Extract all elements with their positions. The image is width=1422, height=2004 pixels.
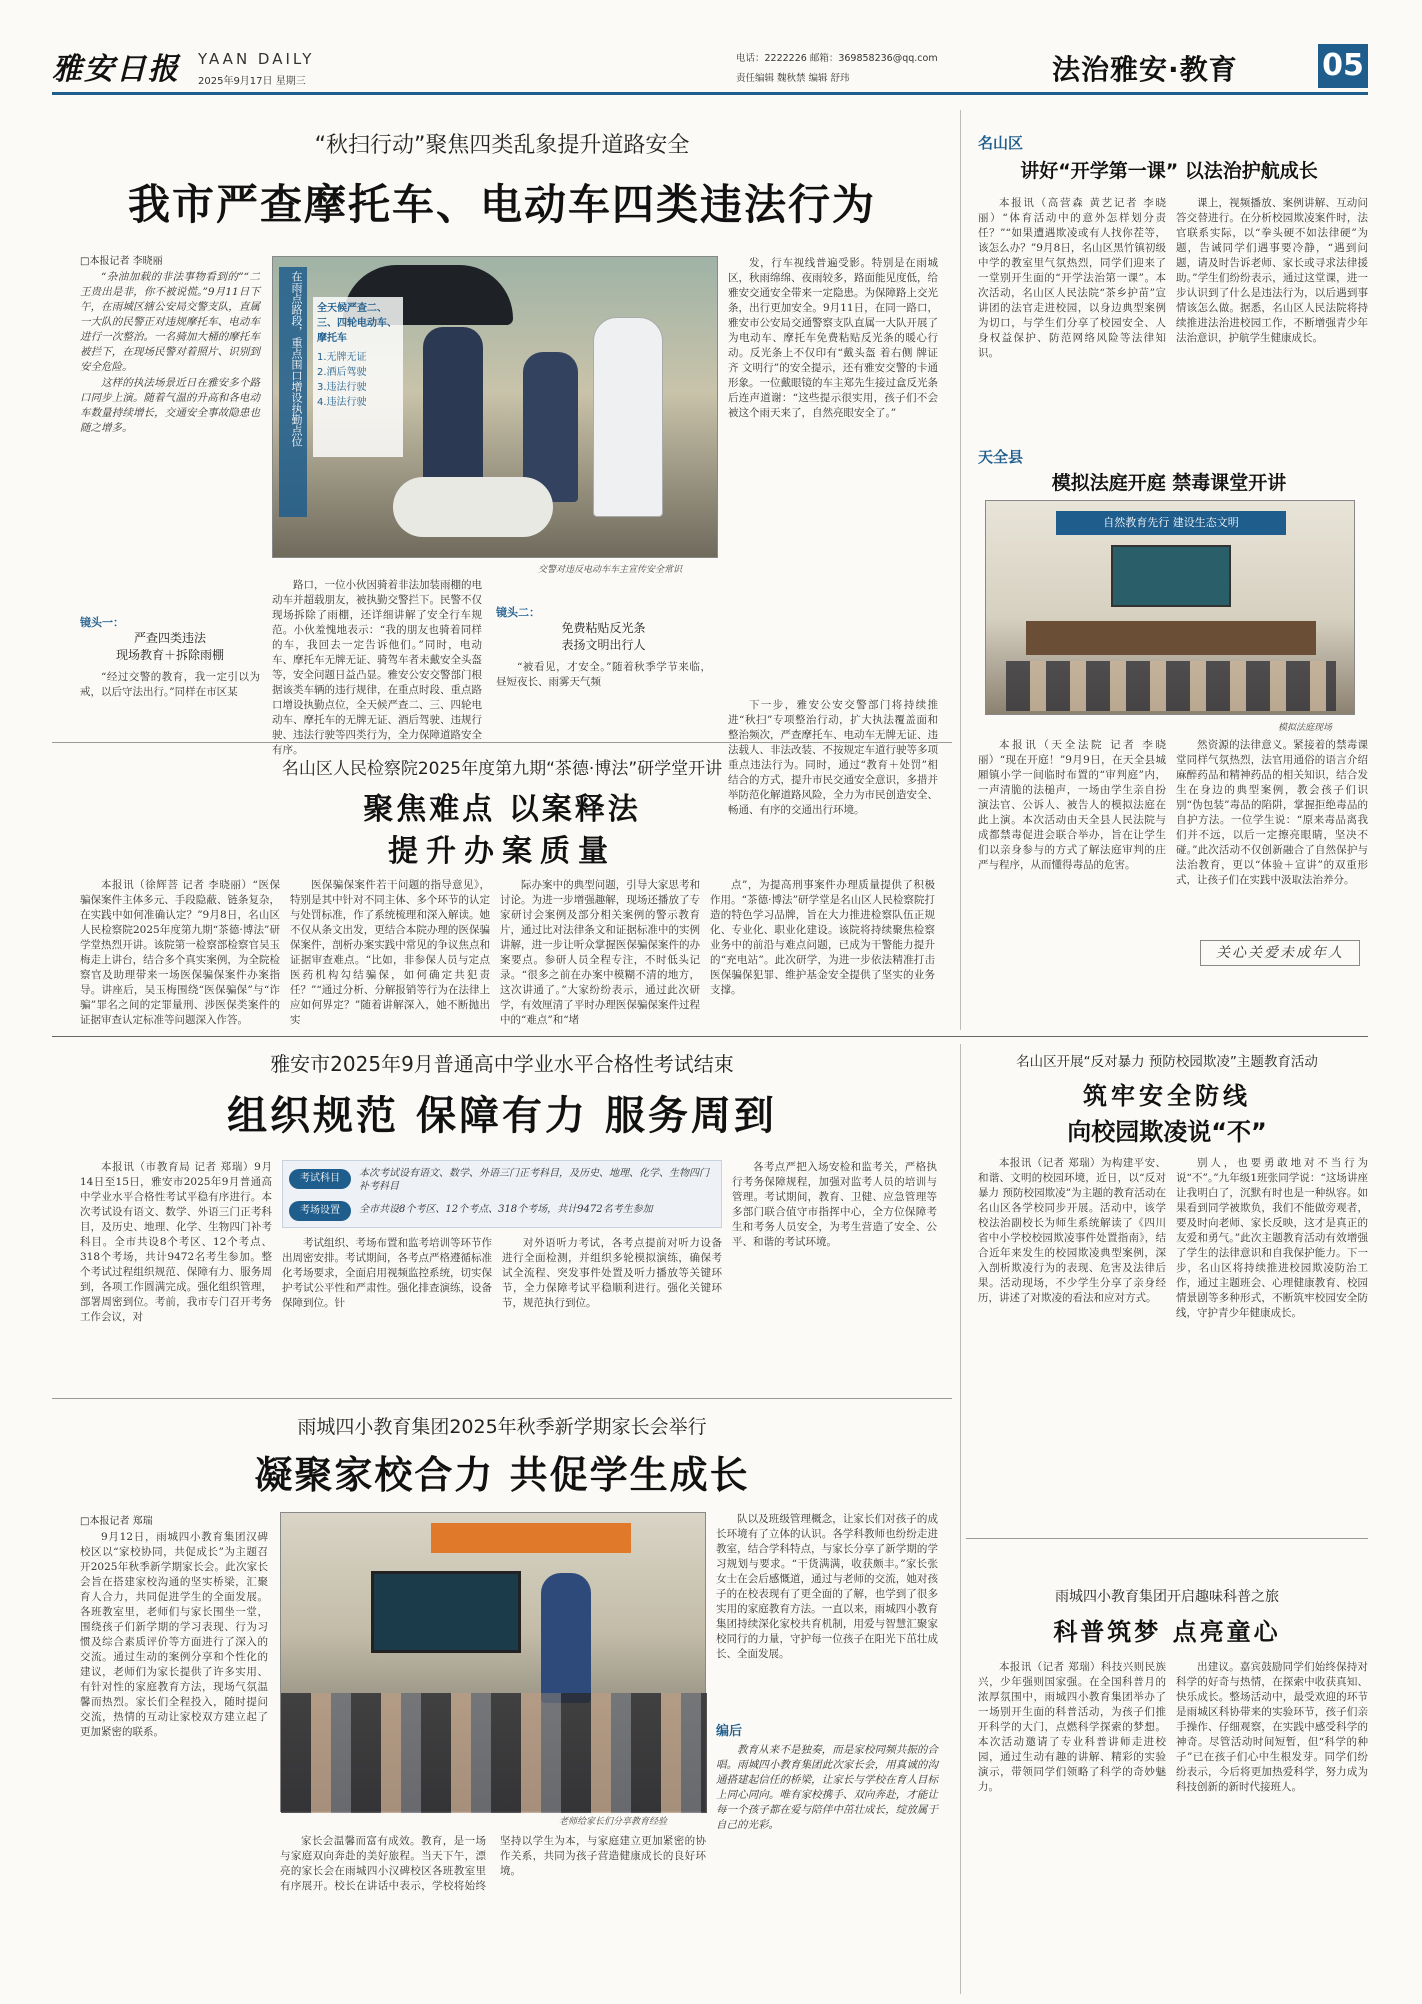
judge-bench <box>1026 621 1316 655</box>
story4-col2 <box>1176 738 1368 928</box>
right-column-rule-2 <box>960 1044 961 1994</box>
story1-kicker: “秋扫行动”聚焦四类乱象提升道路安全 <box>314 133 690 158</box>
story5-col4-text: 各考点严把入场安检和监考关，严格执行考务保障规程，加强对监考人员的培训与管理。考试期间，教育、卫健、应急管理等多部门联合值守市指挥中心，全方位保障考生和考务人员安全，为考生营造了安全、公平、和谐的考试环境。 <box>732 1161 937 1248</box>
story8-col2 <box>1176 1660 1368 1990</box>
right-column-rule <box>960 110 961 1030</box>
info-label-subjects-text: 考试科目 <box>300 1173 340 1184</box>
story5-col4 <box>732 1160 937 1380</box>
scooter <box>393 477 553 537</box>
story2-headline-line2: 提升办案质量 <box>388 834 616 869</box>
story7-col3 <box>716 1512 938 1712</box>
story1-photo <box>272 256 718 558</box>
story4-col1-text: 本报讯（天全法院 记者 李晓丽）“现在开庭！”9月9日，在天全县城厢镇小学一间临时布置的“审判庭”内，一声清脆的法槌声，一场由学生亲自扮演法官、公诉人、被告人的模拟法庭在此上演。本次活动由天全县人民法院与成都禁毒促进会联合举办，旨在让学生们以亲身参与的方式了解法庭审判的庄严与程序，从而懂得毒品的危害。 <box>978 739 1166 871</box>
story4-photo-caption: 模拟法庭现场 <box>1277 723 1332 733</box>
story7-photo-caption: 老师给家长们分享教育经验 <box>558 1817 667 1827</box>
story8-col1-text: 本报讯（记者 郑瑞）科技兴则民族兴，少年强则国家强。在全国科普月的浓厚氛围中，雨城四小教育集团举办了一场别开生面的科普活动，为孩子们推开科学的大门，点燃科学探索的梦想。本次活动邀请了专业科普讲师走进校园，通过生动有趣的讲解、精彩的实验演示，带领同学们领略了科学的奇妙魅力。 <box>978 1661 1166 1793</box>
info-label-venues-text: 考场设置 <box>300 1205 340 1216</box>
wall-banner <box>431 1523 631 1553</box>
story1-headline: 我市严查摩托车、电动车四类违法行为 <box>127 180 876 229</box>
info-text-subjects: 本次考试设有语文、数学、外语三门正考科目，及历史、地理、化学、生物四门补考科目 <box>359 1168 709 1192</box>
story3-col2-text: 课上，视频播放、案例讲解、互动问答交替进行。在分析校园欺凌案件时，法官联系实际，以“拳头硬不如法律硬”为题，告诫同学们遇事要冷静，“遇到问题，请及时告诉老师、家长或寻求法律援助。”学生们纷纷表示，通过这堂课，进一步认识到了什么是违法行为，以后遇到事情该怎么做。据悉，名山区人民法院将持续推进法治进校园工作，不断增强青少年法治意识，护航学生健康成长。 <box>1176 197 1368 344</box>
story7-editor-text: 教育从来不是独奏，而是家校同频共振的合唱。雨城四小教育集团此次家长会，用真诚的沟通搭建起信任的桥梁，让家长与学校在育人目标上同心同向。唯有家校携手、双向奔赴，才能让每一个孩子都在爱与陪伴中茁壮成长，绽放属于自己的光彩。 <box>716 1744 938 1831</box>
story1-inset-title: 全天候严查二、三、四轮电动车、摩托车 <box>317 303 397 344</box>
masthead-logo: 雅安日报 <box>52 52 180 87</box>
story2-kicker: 名山区人民检察院2025年度第九期“茶德·博法”研学堂开讲 <box>281 759 723 779</box>
care-stamp <box>1200 940 1360 966</box>
story4-banner <box>1056 511 1286 535</box>
story6-col1 <box>978 1156 1166 1526</box>
story7-headline: 凝聚家校合力 共促学生成长 <box>254 1453 750 1497</box>
story5-col2 <box>282 1236 492 1376</box>
story1-side1-text: “经过交警的教育，我一定引以为戒，以后守法出行。”同样在市区某 <box>80 671 260 698</box>
story7-editor-tag: 编后 <box>716 1724 743 1739</box>
story1-col2-text: 路口，一位小伙因骑着非法加装雨棚的电动车并超载朋友，被执勤交警拦下。民警不仅现场拆除了雨棚，还详细讲解了安全行车规范。小伙羞愧地表示：“我的朋友也骑着同样的车，我回去一定告诉他们。”同时，电动车、摩托车无牌无证、骑驾车者未戴安全头盔等，安全问题日益凸显。雅安公安交警部门根据该类车辆的违行规律，在重点时段、重点路口增设执勤点位，全天候严查二、三、四轮电动车、摩托车的无牌无证、酒后驾驶、违规行驶、违法行驶等四类行为，全力保障道路安全有序。 <box>272 579 482 756</box>
masthead-latin: YAAN DAILY <box>198 50 315 68</box>
story1-photo-side-text: 在雨点路段，重点围口增设执勤点位 <box>290 271 303 447</box>
story2-col4-text: 点”，为提高刑事案件办理质量提供了积极作用。“茶德·博法”研学堂是名山区人民检察院打造的特色学习品牌，旨在大力推进检察队伍正规化、专业化、职业化建设。该院将持续聚焦检察业务中的前沿与难点问题，已成为干警能力提升的“充电站”。此次研学，为进一步依法精准打击医保骗保犯罪、维护基金安全提供了坚实的业务支撑。 <box>710 879 935 996</box>
officer-1 <box>423 327 483 497</box>
story4-photo <box>985 500 1355 715</box>
story5-col1 <box>80 1160 272 1380</box>
story8-col2-text: 出建议。嘉宾鼓励同学们始终保持对科学的好奇与热情，在探索中收获真知、快乐成长。整场活动中，最受欢迎的环节是雨城区科协带来的实验环节，孩子们亲手操作、仔细观察，在实践中感受科学的神奇。尽管活动时间短暂，但“科学的种子”已在孩子们心中生根发芽。同学们纷纷表示，今后将更加热爱科学，努力成为科技创新的新时代接班人。 <box>1176 1661 1368 1793</box>
story5-col1-text: 本报讯（市教育局 记者 郑瑞）9月14日至15日，雅安市2025年9月普通高中学业水平合格性考试平稳有序进行。本次考试设有语文、数学、外语三门正考科目，及历史、地理、化学、生物四门补考科目。全市共设8个考区、12个考点、318个考场，共计9472名考生参加。整个考试过程组织规范、保障有力、服务周到，各项工作圆满完成。强化组织管理，部署周密到位。考前，我市专门召开考务工作会议，对 <box>80 1161 272 1323</box>
story2-col3-text: 际办案中的典型问题，引导大家思考和讨论。为进一步增强趣解，现场还播放了专家研讨会案例及部分相关案例的警示教育片，通过比对法律条文和证据标准中的实例讲解，进一步让听众掌握医保骗保案件的办案要点。参研人员全程专注，不时低头记录。“很多之前在办案中模糊不清的地方，这次讲通了。”大家纷纷表示，通过此次研学，有效厘清了平时办理医保骗保案件过程中的“难点”和“堵 <box>500 879 700 1026</box>
story4-col1 <box>978 738 1166 958</box>
story1-lead <box>80 270 260 610</box>
story3-section: 名山区 <box>978 134 1024 152</box>
story7-col3-text: 队以及班级管理概念，让家长们对孩子的成长环境有了立体的认识。各学科教师也纷纷走进教室，结合学科特点，与家长分享了新学期的学习规划与要求。“干货满满，收获颇丰。”家长张女士在会后感慨道，通过与老师的交流，她对孩子的在校表现有了更全面的了解，也学到了很多实用的家庭教育方法。一直以来，雨城四小教育集团持续深化家校共育机制，用爱与智慧汇聚家校同行的力量，守护每一位孩子在阳光下茁壮成长、全面发展。 <box>716 1513 938 1660</box>
story1-inset-item: 4.违法行驶 <box>317 397 367 408</box>
story5-infobox <box>282 1160 722 1228</box>
story6-col2-text: 别人，也要勇敢地对不当行为说“不”。”九年级1班张同学说：“这场讲座让我明白了，沉默有时也是一种纵容。如果看到同学被欺负，我们不能做旁观者，要及时向老师、家长反映，这才是真正的友爱和勇气。”此次主题教育活动有效增强了学生的法律意识和自我保护能力。下一步，名山区将持续推进校园欺凌防治工作，通过主题班会、心理健康教育、校园情景剧等多种形式，不断筑牢校园安全防线，守护青少年健康成长。 <box>1176 1157 1368 1319</box>
story5-col3-text: 对外语听力考试，各考点提前对听力设备进行全面检测，并组织多轮模拟演练，确保考试全流程、突发事件处置及听力播放等关键环节，全力保障考试平稳顺利进行。强化关键环节，规范执行到位。 <box>502 1237 722 1309</box>
story1-side1-head: 现场教育＋拆除雨棚 <box>115 648 224 662</box>
story6-headline-line1: 筑牢安全防线 <box>1083 1082 1251 1110</box>
story1-side1-tag: 镜头一： <box>80 616 124 629</box>
story1-byline: □本报记者 李晓丽 <box>80 256 163 267</box>
story3-col2 <box>1176 196 1368 436</box>
masthead-rule <box>52 92 1368 95</box>
story7-col1 <box>80 1530 268 1994</box>
story1-inset-item: 1.无牌无证 <box>317 352 367 363</box>
story7-col1-text: 9月12日，雨城四小教育集团汉碑校区以“家校协同，共促成长”为主题召开2025年秋季新学期家长会。此次家长会旨在搭建家校沟通的坚实桥梁，汇聚育人合力，共同促进学生的全面发展。各班教室里，老师们与家长围坐一堂，围绕孩子们新学期的学习表现、行为习惯及综合素质评价等方面进行了深入的交流。通过生动的案例分享和个性化的建议，老师们为家长提供了许多实用、有针对性的家庭教育方法，现场气氛温馨而热烈。家长们全程投入，随时提问交流，热情的互动让家校双方建立起了更加紧密的联系。 <box>80 1531 268 1738</box>
story5-kicker: 雅安市2025年9月普通高中学业水平合格性考试结束 <box>270 1052 734 1076</box>
story1-side2-tag: 镜头二： <box>496 606 540 619</box>
story4-headline: 模拟法庭开庭 禁毒课堂开讲 <box>1051 472 1287 494</box>
teacher <box>541 1573 591 1703</box>
story4-section: 天全县 <box>978 448 1024 466</box>
classroom-screen <box>1111 545 1231 607</box>
masthead-date: 2025年9月17日 星期三 <box>198 76 306 87</box>
story5-col2-text: 考试组织、考场布置和监考培训等环节作出周密安排。考试期间，各考点严格遵循标准化考场要求，全面启用视频监控系统，切实保护考试公平性和严肃性。强化排查演练，设备保障到位。针 <box>282 1237 492 1309</box>
story7-col2-text: 家长会温馨而富有成效。教育，是一场与家庭双向奔赴的美好旅程。当天下午，漂亮的家长会在雨城四小汉碑校区各班教室里有序展开。校长在讲话中表示，学校将始终坚持以学生为本，与家庭建立更加紧密的协作关系，共同为孩子营造健康成长的良好环境。 <box>280 1835 706 1892</box>
story7-editor-note <box>716 1720 938 1993</box>
story2-headline-line1: 聚焦难点 以案释法 <box>363 792 641 827</box>
story7-photo <box>280 1512 706 1812</box>
story5-headline: 组织规范 保障有力 服务周到 <box>227 1093 777 1139</box>
story4-banner-text: 自然教育先行 建设生态文明 <box>1103 516 1239 529</box>
rule-mid <box>52 1036 1368 1037</box>
story1-photo-side <box>279 267 307 517</box>
story2-col1 <box>80 878 280 1038</box>
masthead <box>0 0 1422 92</box>
story1-lead-p2: 这样的执法场景近日在雅安多个路口同步上演。随着气温的升高和各电动车数量持续增长，交通安全事故隐患也随之增多。 <box>80 377 260 434</box>
story4-col2-text: 然资源的法律意义。紧接着的禁毒课堂同样气氛热烈，法官用通俗的语言介绍麻醉药品和精神药品的相关知识，结合发生在身边的典型案例，教会孩子们识别“伪包装”毒品的陷阱，掌握拒绝毒品的自护方法。一位学生说：“原来毒品离我们并不远，以后一定擦亮眼睛，坚决不碰。”此次活动不仅创新融合了自然保护与法治教育，更以“体验＋宣讲”的双重形式，让孩子们在实践中汲取法治养分。 <box>1176 739 1368 886</box>
story1-side1-head: 严查四类违法 <box>133 631 206 645</box>
rule-story1-bottom <box>52 742 952 743</box>
story5-col3 <box>502 1236 722 1376</box>
story1-lead-p1: “杂油加载的非法事物看到的”“二王贵出是非，你不被说慌。”9月11日下午，在雨城区辖公安局交警支队，直属一大队的民警正对违规摩托车、电动车进行一次整治。一名骑加大桶的摩托车被拦下，在现场民警对着照片、识别到安全危险。 <box>80 271 260 373</box>
story1-side2-head: 表扬文明出行人 <box>561 638 646 652</box>
story8-col1 <box>978 1660 1166 1990</box>
story2-col3 <box>500 878 700 1038</box>
story6-headline-line2: 向校园欺凌说“不” <box>1067 1118 1267 1146</box>
story6-kicker: 名山区开展“反对暴力 预防校园欺凌”主题教育活动 <box>1016 1054 1318 1070</box>
masthead-contact: 电话：2222226 邮箱：369858236@qq.com <box>736 53 938 64</box>
students-row <box>1006 661 1336 711</box>
section-title: 法治雅安·教育 <box>1052 53 1238 86</box>
story1-col3 <box>728 256 938 696</box>
story1-side1 <box>80 614 260 770</box>
story8-headline: 科普筑梦 点亮童心 <box>1053 1618 1281 1646</box>
story3-col1 <box>978 196 1166 436</box>
story3-col1-text: 本报讯（高营森 黄艺记者 李晓丽）“体育活动中的意外怎样划分责任？”“如果遭遇欺凌或有人找你茬等，该怎么办？”9月8日，名山区黑竹镇初级中学的教室里气氛热烈，同学们迎来了一堂别开生面的“开学法治第一课”。本次活动，名山区人民法院“茶乡护苗”宣讲团的法官走进校园，以身边典型案例为切口，与学生们分享了校园安全、人身权益保护、防范网络风险等法律知识。 <box>978 197 1166 359</box>
story6-col2 <box>1176 1156 1368 1456</box>
story1-photo-caption: 交警对违反电动车车主宣传安全常识 <box>537 565 682 575</box>
story7-col2 <box>280 1834 706 1994</box>
story8-kicker: 雨城四小教育集团开启趣味科普之旅 <box>1055 1589 1279 1605</box>
info-label-venues <box>289 1201 351 1221</box>
story2-col1-text: 本报讯（徐辉菩 记者 李晓丽）“医保骗保案件主体多元、手段隐蔽、链条复杂，在实践中如何准确认定？”9月8日，名山区人民检察院2025年度第九期“茶德·博法”研学堂热烈开讲。该院第一检察部检察官吴玉梅走上讲台，结合多个真实案例，为全院检察官及助理带来一场医保骗保案件办案指导。讲座后，吴玉梅围绕“医保骗保”与“诈骗”罪名之间的定罪量刑、涉医保类案件的证据审查认定标准等问题深入作答。 <box>80 879 280 1026</box>
rule-right-lower <box>966 1538 1368 1539</box>
story1-col4-text: 下一步，雅安公安交警部门将持续推进“秋扫”专项整治行动，扩大执法覆盖面和整治频次，严查摩托车、电动车无牌无证、违法载人、非法改装、不按规定车道行驶等多项重点违法行为。同时，通过“教育＋处罚”相结合的方式，提升市民交通安全意识，多措并举防范化解道路风险，全力为市民创造安全、畅通、有序的交通出行环境。 <box>728 699 938 816</box>
story1-side2-text: “被看见，才安全。”随着秋季学节来临，昼短夜长、雨雾天气频 <box>496 661 711 688</box>
story1-inset <box>313 297 403 457</box>
classroom-tv <box>371 1571 521 1653</box>
story2-col4 <box>710 878 935 1038</box>
story2-col2 <box>290 878 490 1038</box>
story1-col2 <box>272 578 482 756</box>
story7-byline: □本报记者 郑瑞 <box>80 1516 153 1527</box>
care-stamp-text: 关心关爱未成年人 <box>1216 945 1344 961</box>
story1-inset-item: 2.酒后驾驶 <box>317 367 367 378</box>
story7-editor-body <box>716 1743 938 1993</box>
story3-headline: 讲好“开学第一课” 以法治护航成长 <box>1020 160 1318 182</box>
rule-story7-top <box>52 1398 952 1399</box>
masthead-editors: 责任编辑 魏秋禁 编辑 舒玮 <box>736 73 850 84</box>
story1-inset-item: 3.违法行驶 <box>317 382 367 393</box>
story1-side2-head: 免费粘贴反光条 <box>561 621 646 635</box>
story6-col1-text: 本报讯（记者 郑瑞）为构建平安、和谐、文明的校园环境，近日，以“反对暴力 预防校园欺凌”为主题的教育活动在名山区各学校同步开展。活动中，该学校法治副校长为师生系统解读了《四川省中小学校校园欺凌事件处置指南》，结合近年来发生的校园欺凌典型案例，深入剖析欺凌行为的表现、危害及法律后果。活动现场，不少学生分享了亲身经历，讲述了对欺凌的看法和应对方式。 <box>978 1157 1166 1304</box>
officer-3 <box>593 317 663 517</box>
story1-col3-text: 发，行车视线普遍受影。特别是在雨城区，秋雨绵绵、夜雨较多，路面能见度低，给雅安交通安全带来一定隐患。为保障路上交光条，出行更加安全。9月11日，在同一路口，雅安市公安局交通警察支队直属一大队开展了为电动车、摩托车免费粘贴反光条的暖心行动。反光条上不仅印有“戴头盔 着右侧 牌证齐 文明行”的安全提示，还有雅安交警的卡通形象。一位戴眼镜的车主郑先生接过盒反光条后连声道谢：“这些提示很实用，孩子们不会被这个雨天来了，自然亮眼安全了。” <box>728 257 938 419</box>
parents-audience <box>281 1693 707 1813</box>
info-label-subjects <box>289 1169 351 1189</box>
info-text-venues: 全市共设8个考区、12个考点、318个考场，共计9472名考生参加 <box>359 1204 653 1215</box>
page-number: 05 <box>1318 44 1368 88</box>
story7-kicker: 雨城四小教育集团2025年秋季新学期家长会举行 <box>297 1416 707 1438</box>
story2-col2-text: 医保骗保案件若干问题的指导意见》，特别是其中针对不同主体、多个环节的认定与处罚标准，作了系统梳理和深入解读。她不仅从条文出发，更结合本院办理的医保骗保案件，剖析办案实践中常见的争议焦点和证据审查难点。“比如，非参保人员与定点医药机构勾结骗保，如何确定共犯责任？”“通过分析、分解报销等行为在法律上应如何界定？”随着讲解深入，她不断抛出实 <box>290 879 490 1026</box>
